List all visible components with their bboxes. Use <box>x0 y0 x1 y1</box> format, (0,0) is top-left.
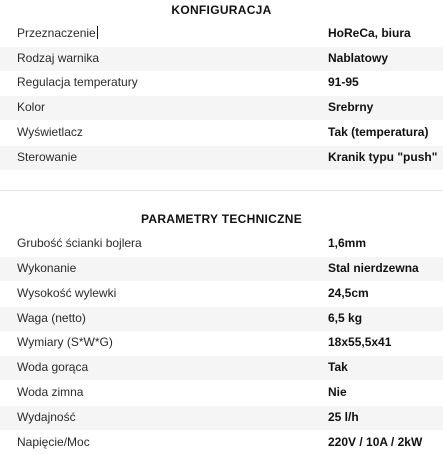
spec-label: Wymiary (S*W*G) <box>17 335 113 349</box>
spec-label: Napięcie/Moc <box>17 435 90 449</box>
spec-row-wymiary <box>0 331 443 355</box>
spec-row-grubosc-scianki <box>0 232 443 256</box>
spec-label: Regulacja temperatury <box>17 75 138 89</box>
spec-row-woda-goraca <box>0 356 443 380</box>
spec-row-woda-zimna <box>0 381 443 405</box>
text-cursor <box>97 26 98 39</box>
spec-label: Woda zimna <box>17 385 84 399</box>
spec-label: Wyświetlacz <box>17 125 83 139</box>
spec-value: Tak (temperatura) <box>328 125 429 139</box>
spec-label: Wydajność <box>17 410 76 424</box>
spec-row-wyswietlacz <box>0 121 443 145</box>
spec-label: Sterowanie <box>17 150 78 164</box>
spec-value: Stal nierdzewna <box>328 261 419 275</box>
spec-label: Przeznaczenie <box>17 26 96 40</box>
spec-row-napiecie-moc <box>0 431 443 455</box>
spec-value: HoReCa, biura <box>328 26 411 40</box>
spec-label: Waga (netto) <box>17 311 86 325</box>
spec-label: Wykonanie <box>17 261 77 275</box>
spec-value: Srebrny <box>328 100 374 114</box>
spec-value: 18x55,5x41 <box>328 335 392 349</box>
spec-label: Kolor <box>17 100 46 114</box>
spec-label: Grubość ścianki bojlera <box>17 236 142 250</box>
spec-value: 1,6mm <box>328 236 367 250</box>
spec-value: Tak <box>328 360 348 374</box>
spec-label: Wysokość wylewki <box>17 286 117 300</box>
section-divider <box>0 190 443 191</box>
spec-label: Rodzaj warnika <box>17 51 100 65</box>
spec-row-wykonanie <box>0 257 443 281</box>
spec-row-wysokosc-wylewki <box>0 282 443 306</box>
spec-row-regulacja-temperatury <box>0 71 443 95</box>
spec-value: 24,5cm <box>328 286 369 300</box>
spec-value: 220V / 10A / 2kW <box>328 435 423 449</box>
spec-label: Woda gorąca <box>17 360 89 374</box>
spec-value: 6,5 kg <box>328 311 363 325</box>
spec-row-przeznaczenie <box>0 22 443 46</box>
spec-row-wydajnosc <box>0 406 443 430</box>
spec-row-waga <box>0 307 443 331</box>
section-title-parametry-techniczne: PARAMETRY TECHNICZNE <box>140 212 303 226</box>
spec-value: Nie <box>328 385 347 399</box>
spec-row-rodzaj-warnika <box>0 47 443 71</box>
spec-value: Kranik typu "push" <box>328 150 438 164</box>
spec-value: 25 l/h <box>328 410 359 424</box>
spec-row-kolor <box>0 96 443 120</box>
spec-value: Nablatowy <box>328 51 389 65</box>
spec-row-sterowanie <box>0 146 443 170</box>
spec-value: 91-95 <box>328 75 359 89</box>
section-title-konfiguracja: KONFIGURACJA <box>171 3 272 17</box>
